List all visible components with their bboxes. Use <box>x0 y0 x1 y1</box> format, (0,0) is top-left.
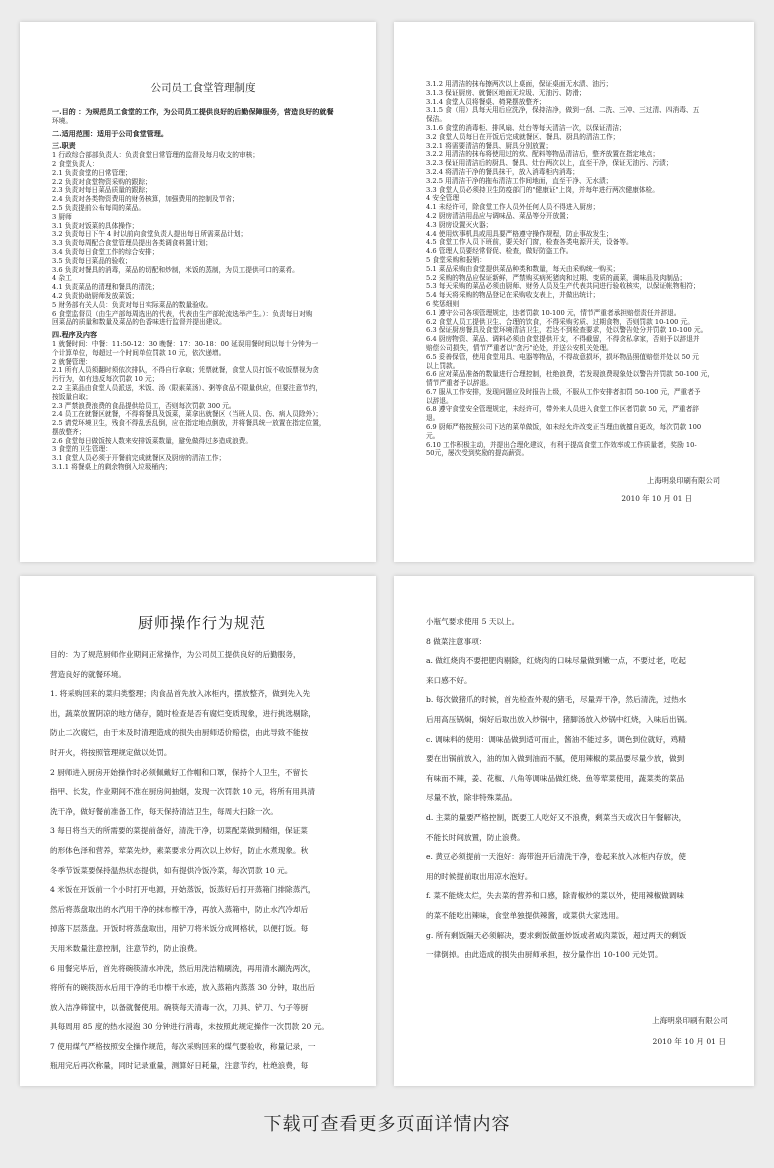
text-line: 4.2 负责协助厨师发放菜饭； <box>52 291 139 300</box>
text-line: 3.1 负责对饭菜的具体操作； <box>52 221 139 230</box>
text-line: 6.9 厨师严格按照公司下达的菜单做饭，如未经允许改变正当理由就擅自更改，每次罚款 100 <box>426 423 702 432</box>
text-line: 3.2.3 保证用清洁后的厨具、餐具、灶台两次以上，直至干净，保证无油污、污渍； <box>426 159 673 168</box>
text-line: 用的时候提前取出用凉水泡好。 <box>426 871 533 881</box>
text-line: 时开火，将按照管理规定做以处罚。 <box>50 747 172 757</box>
text-line: 3.2.4 将清洁干净的餐具抹干，放入消毒柜内消毒； <box>426 167 579 176</box>
text-line: 个计算单位，每超过一个时间单位罚款 10 元，依次递增。 <box>52 348 226 357</box>
text-line: 瓶用完后再次称量，同时记录重量，测算好日耗量，注意节约，杜绝浪费，每 <box>50 1061 309 1071</box>
text-line: 后用高压锅焖，焖好后取出放入炒锅中，猪脚汤放入炒锅中红烧，入味后出锅。 <box>426 714 692 724</box>
text-line: 6.1 遵守公司各项管理规定，违者罚款 10-100 元，情节严重者承担赔偿责任并辞退。 <box>426 308 681 317</box>
page-2 <box>394 22 754 562</box>
text-line: 洗干净，做好餐前准备工作，每天保持清洁卫生，每周大扫除一次。 <box>50 806 278 816</box>
text-line: 放入洁净筛筐中，以备就餐使用。碗筷每天清毒一次，刀具、铲刀、勺子等厨 <box>50 1002 309 1012</box>
text-line: 然后将蒸盘取出的水汽用干净的抹布檫干净，再放入蒸箱中，防止水汽冷却后 <box>50 904 309 914</box>
text-line: 2.3 严禁浪费浪费的食品提供给员工，否则每次罚款 300 元。 <box>52 401 236 410</box>
text-line: a. 做红烧肉不要把肥肉剔除，红烧肉的口味尽量做到嫩一点，不要过老，吃起 <box>426 656 686 666</box>
text-line: 4.1 负责菜品的清理和餐具的清洗； <box>52 283 159 292</box>
text-line: 以辞退。 <box>426 396 453 405</box>
company-signature: 上海明泉印刷有限公司 <box>652 1015 728 1025</box>
text-line: 目的：为了规范厨师作业期间正常操作，为公司员工提供良好的后勤服务， <box>50 650 301 659</box>
text-line: 2.3 负责对每日菜品质量的跟踪； <box>52 186 152 195</box>
text-line: 3 厨师 <box>52 212 72 221</box>
text-line: 防止二次腐烂，由于未及时清理造成的损失由厨师适价赔偿，由此导致不能按 <box>50 728 309 738</box>
text-line: 3.2 食堂人员每日在开饭后完成就餐区、餐具、厨具的清洁工作； <box>426 132 620 141</box>
text-line: 8 做菜注意事项： <box>426 636 487 646</box>
text-line: 4.6 管理人员要经常督促、检查，做好防盗工作。 <box>426 247 573 256</box>
text-line: 3.5 负责每日菜品的验收； <box>52 256 132 265</box>
text-line: 3.1.1 将餐桌上的剩余物倒入垃圾桶内； <box>52 463 172 472</box>
text-line: 以上罚款。 <box>426 361 460 370</box>
text-line: 3.2 负责每日下午 4 时以前向食堂负责人提出每日所需菜品计划； <box>52 230 248 239</box>
text-line: 天用米数量注意控制，注意节约，防止浪费。 <box>50 943 202 953</box>
text-line: 二.适用范围：适用于公司食堂管理。 <box>52 129 168 138</box>
text-line: 5.3 每天采购的菜品必须由厨师、财务人员及生产代表共同进行验收核实，以保证帐物相符； <box>426 282 700 291</box>
text-line: 2.2 负责对食堂物资采购的跟踪； <box>52 177 152 186</box>
text-line: 一律倒掉。由此造成的损失由厨师承担，按分量作出 10-100 元处罚。 <box>426 950 663 960</box>
signature-date: 2010 年 10 月 01 日 <box>652 1036 726 1046</box>
text-line: 四.程序及内容 <box>52 331 98 340</box>
text-line: f. 菜不能烧太烂，失去菜的营养和口感，除青椒炒的菜以外，使用辣椒做调味 <box>426 891 684 901</box>
text-line: 2.5 负责提前公布每周的菜品。 <box>52 203 146 212</box>
text-line: 3.1.5 食（用）具每天用后应洗净，保持洁净，做到一刮、二洗、三冲、三过清、四消毒、五 <box>426 106 700 115</box>
text-line: 要在出锅前放入，油的加入做到油而不腻，使用辣椒的菜品要尽量少放，做到 <box>426 754 685 764</box>
page-1 <box>20 22 376 562</box>
text-line: 3.4 负责每日食堂工作的综合安排； <box>52 247 159 256</box>
text-line: 6.4 厨房物资、菜品、调料必须由食堂提供开支，不得截留，不得贪私拿家，否则予以辞退并 <box>426 335 700 344</box>
text-line: 有味而不辣，姜、花椒、八角等调味品做红烧、鱼等荤菜使用，蔬菜类的菜品 <box>426 773 685 783</box>
page-4 <box>394 576 754 1086</box>
text-line: 2.5 请党环境卫生，残食不得乱丢乱倒，应在指定地点倒放，并将餐具统一放置在指定位置， <box>52 419 326 428</box>
text-line: 6.7 服从工作安排，发现问题应及时报告上级，不服从工作安排者扣罚 50-100 元，严重者予 <box>426 387 701 396</box>
text-line: 5 食堂采购和报销： <box>426 255 486 264</box>
signature-date: 2010 年 10 月 01 日 <box>621 494 692 504</box>
text-line: 6 食堂监督员（由生产部每周选出的代表，代表由生产部轮流选举产生。）：负责每日对购 <box>52 309 313 318</box>
text-line: 3.1.3 保证厨房、就餐区地面无垃圾、无油污、防滑； <box>426 88 586 97</box>
company-signature: 上海明泉印刷有限公司 <box>647 476 720 486</box>
text-line: g. 所有剩饭隔天必须解决，要求剩饭做蛋炒饭或者咸肉菜饭，超过两天的剩饭 <box>426 930 687 940</box>
text-line: 的菜不能吃出辣味，食堂单独提供辣酱，或菜供大家选用。 <box>426 910 624 920</box>
download-more-caption: 下载可查看更多页面详情内容 <box>263 1114 511 1135</box>
text-line: 6 奖惩细则 <box>426 299 460 308</box>
text-line: 3.3 食堂人员必须持卫生防疫部门的"健康证"上岗，并每年进行两次健康体检。 <box>426 185 659 194</box>
text-line: 6.2 食堂人员工提供卫生、合理的饮食，不得采购劣质、过期食物，否则罚款 10-100 元。 <box>426 317 694 326</box>
text-line: 1 行政综合部部负责人：负责食堂日常管理的监督及每月收支的审核； <box>52 151 260 160</box>
text-line: 5.1 菜品采购由食堂提供菜品种类和数量，每天由采购统一购买； <box>426 264 620 273</box>
text-line: 尽量不放，除非特殊菜品。 <box>426 793 518 803</box>
text-line: 2.6 食堂每日做饭按人数来安排饭菜数量，避免做得过多造成浪费。 <box>52 436 253 445</box>
text-line: 元。 <box>426 431 440 440</box>
text-line: 6.3 保证厨房餐具及食堂环境清洁卫生，若达不到检查要求，处以警告处分并罚款 10-100 元。 <box>426 326 708 335</box>
text-line: 3 食堂的卫生管理： <box>52 445 112 454</box>
text-line: 3.1.4 食堂人员将餐桌、椅凳摆放整齐； <box>426 97 546 106</box>
text-line: 4.1 未经许可，除食堂工作人员外任何人员不得进入厨房； <box>426 203 600 212</box>
text-line: 2 食堂负责人： <box>52 159 99 168</box>
text-line: 5.2 采购的物品应保证新鲜，严禁购买病死猪肉和过期、变质的蔬菜，调味品及肉制品； <box>426 273 687 282</box>
text-line: 3.2.5 用清洁干净的拖布清洁工作间地面，直至干净、无水渍； <box>426 176 613 185</box>
text-line: 出，蔬菜放置阴凉的地方储存，随时检查是否有腐烂变质现象，进行挑选剔除， <box>50 708 316 718</box>
text-line: 50元，屡次受到奖励的提高薪资。 <box>426 449 529 458</box>
text-line: 4.2 厨房清洁用品应与调味品、菜品等分开放置； <box>426 211 573 220</box>
text-line: 3.1.6 食堂的消毒柜、排风扇、灶台等每天清洁一次，以保证清洁； <box>426 123 626 132</box>
text-line: 不能长时间放置，防止浪费。 <box>426 832 525 842</box>
text-line: c. 调味料的使用：调味品做到适可而止，酱油不能过多，调色到位就好，鸡精 <box>426 734 686 744</box>
text-line: 4.5 食堂工作人员下班前，要关好门窗，检查各类电源开关，设备等。 <box>426 238 633 247</box>
text-line: 保洁。 <box>426 115 447 124</box>
page-3-body <box>50 645 354 1076</box>
text-line: 6.10 工作积极主动，并提出合理化建议，有利于提高食堂工作效率或工作质量者，奖励 10- <box>426 440 697 449</box>
text-line: 6.5 妥善保管，使用食堂用具、电器等物品，不得故意损坏，损坏物品照值赔偿并处以 50 元 <box>426 352 699 361</box>
text-line: 将所有的碗筷沥水后用干净的毛巾檫干水迹，放入蒸箱内蒸蒸 30 分钟，取出后 <box>50 983 316 993</box>
text-line: 1. 将采购回来的菜归类整理；肉食品首先放入冰柜内，摆放整齐，做到先入先 <box>50 689 311 699</box>
text-line: 摆放整齐； <box>52 427 86 436</box>
text-line: d. 主菜的量要严格控制，既要工人吃好又不浪费，剩菜当天或次日午餐解决， <box>426 812 687 822</box>
text-line: 1 就餐时间：中餐：11:50-12：30 晚餐：17：30-18：00 延误用餐时间以每十分钟为一 <box>52 339 319 348</box>
text-line: 3.3 负责每周配合食堂管理员提出各类调食料置计划； <box>52 239 212 248</box>
page-2-body <box>426 80 726 458</box>
text-line: 情节严重者予以辞退。 <box>426 379 493 388</box>
text-line: 2.1 负责食堂的日常管理； <box>52 168 132 177</box>
document-title: 厨师操作行为规范 <box>137 614 266 632</box>
text-line: 三.职责 <box>52 142 76 151</box>
text-line: 赔偿公司损失，情节严重者以"贪污"论处，并送公安机关处理。 <box>426 343 613 352</box>
text-line: 7 使用煤气严格按照安全操作规范，每次采购回来的煤气要验收，称量记录，一 <box>50 1041 316 1051</box>
text-line: 2.4 员工在就餐区就餐，不得将餐具及饭菜，菜拿出就餐区（当班人员、伤、病人员除外）； <box>52 410 323 419</box>
text-line: e. 黄豆必须提前一天泡好：海带泡开后清洗干净，卷起来放入冰柜内存放，使 <box>426 852 686 862</box>
text-line: 2.1 所有人员须翻时须依次排队，不得自行拿取；凭票就餐，食堂人员打饭不收饭票视为贪 <box>52 366 319 375</box>
text-line: 3.1.2 用清洁的抹布擦两次以上桌面，保证桌面无水渍、油污； <box>426 80 613 88</box>
text-line: 3.2.2 用清洁的抹布将使用过的炊、配料等物品清洁后，整齐放置在指定地点； <box>426 150 660 159</box>
text-line: 4 米饭在开饭前一个小时打开电源，开始蒸饭，饭蒸好后打开蒸箱门排除蒸汽， <box>50 885 316 895</box>
text-line: b. 每次做猪爪的时候，首先检查外观的猪毛，尽量弄干净，然后清洗，过热水 <box>426 695 687 705</box>
text-line: 的形体色泽和营养，荤菜先炒，素菜要求分两次以上炒好，防止水煮现象。秋 <box>50 845 309 855</box>
text-line: 3.6 负责对餐具的消毒，菜品的切配和炒制，米饭的蒸制，为员工提供可口的菜肴。 <box>52 265 299 274</box>
page-3 <box>20 576 376 1086</box>
text-line: 4.4 使用炊事机具或用具要严格遵守操作规程，防止事故发生； <box>426 229 613 238</box>
text-line: 营造良好的就餐环境。 <box>50 669 126 679</box>
text-line: 回菜品的质量和数量及菜品的色香味进行监督并提出建议。 <box>52 318 226 327</box>
text-line: 3.2.1 将需要清洁的餐具、厨具分别放置； <box>426 141 553 150</box>
text-line: 6 用餐完毕后，首先将碗筷清水冲洗，然后用洗洁精刷洗，再用清水涮洗两次， <box>50 963 316 973</box>
text-line: 退。 <box>426 414 440 423</box>
document-title: 公司员工食堂管理制度 <box>150 82 256 94</box>
page-1-body <box>52 108 354 472</box>
text-line: 污行为，如有违反每次罚款 10 元； <box>52 375 159 384</box>
text-line: 3 每日将当天的所需要的菜提前备好，清洗干净，切菜配菜做到精细，保证菜 <box>50 826 308 836</box>
text-line: 2.2 主菜品由食堂人员派送，米饭、汤（限素菜汤）、粥等食品不限量供应，但要注意节约， <box>52 383 323 392</box>
text-line: 具每周用 85 度的热水浸泡 30 分钟进行消毒，未按照此规定操作一次罚款 20 元。 <box>50 1022 329 1032</box>
text-line: 指甲、长发，作业期间不准在厨房间抽烟，发现一次罚款 10 元，将所有用具清 <box>50 787 316 797</box>
text-line: 来口感不好。 <box>426 675 472 685</box>
text-line: 2.4 负责对各类物资费用的财务核算，加强费用的控制及节省； <box>52 195 239 204</box>
page-4-body <box>426 612 728 965</box>
text-line: 掉落下层蒸盘。开饭时将蒸盘取出，用铲刀将米饭分成网格状，以便打饭。每 <box>50 924 309 934</box>
text-line: 2 就餐管理： <box>52 357 92 366</box>
text-line: 4.3 厨房设置灭火器； <box>426 220 493 229</box>
text-line: 2 厨师进入厨房开始操作时必须佩戴好工作帽和口罩，保持个人卫生，不留长 <box>50 767 308 777</box>
text-line: 小瓶气要求使用 5 天以上。 <box>426 617 520 626</box>
text-line: 4 安全管理 <box>426 194 460 203</box>
text-line: 环境。 <box>52 116 73 125</box>
text-line: 5 财务部有关人员：负责对每日实际菜品的数量验收。 <box>52 300 213 309</box>
text-line: 4 杂工 <box>52 274 72 283</box>
text-line: 6.8 遵守食堂安全管理规定，未经许可，带外来人员进入食堂工作区者罚款 50 元，严重者辞 <box>426 405 699 414</box>
text-line: 冬季节饭菜要保持温热状态提供，如有提供冷饭冷菜，每次罚款 10 元。 <box>50 865 293 875</box>
text-line: 5.4 每天将采购的物品登记在采购收支表上，并做出统计； <box>426 291 600 300</box>
text-line: 按饭量自取； <box>52 392 93 401</box>
text-line: 6.6 应对菜品准备的数量进行合理控制，杜绝浪费，若发现浪费现象处以警告并罚款 50-100 元， <box>426 370 714 379</box>
text-line: 3.1 食堂人员必须于开餐前完成就餐区及厨房的清洁工作； <box>52 454 226 463</box>
text-line: 一.目的 ：为规范员工食堂的工作，为公司员工提供良好的后勤保障服务，营造良好的就餐 <box>52 108 334 116</box>
